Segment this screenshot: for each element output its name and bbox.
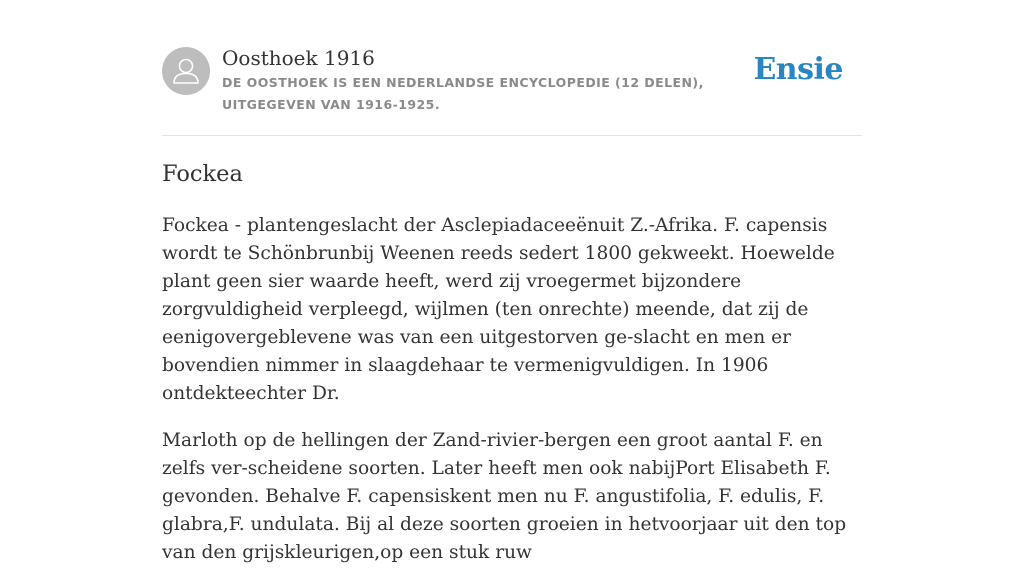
divider (162, 135, 862, 136)
article-paragraph: Marloth op de hellingen der Zand-rivier-bergen een groot aantal F. en zelfs ver-scheidene soorten. Later heeft men ook nabijPort Elisabeth F. gevonden. Behalve F. capensiskent men nu F. angustifolia, F. edulis, F. glabra,F. undulata. Bij al deze soorten groeien in hetvoorjaar uit den top van den grijskleurigen,op een stuk ruw (162, 430, 847, 563)
article-body (162, 212, 862, 586)
article-paragraph: Fockea - plantengeslacht der Asclepiadaceeënuit Z.-Afrika. F. capensis wordt te Schönbrunbij Weenen reeds sedert 1800 gekweekt. Hoewelde plant geen sier waarde heeft, werd zij vroegermet bijzondere zorgvuldigheid verpleegd, wijlmen (ten onrechte) meende, dat zij de eenigovergeblevene was van een uitgestorven ge-slacht en men er bovendien nimmer in slaagdehaar te vermenigvuldigen. In 1906 ontdekteechter Dr. (162, 215, 835, 404)
source-name[interactable]: Oosthoek 1916 (222, 46, 375, 70)
source-description: DE OOSTHOEK IS EEN NEDERLANDSE ENCYCLOPEDIE (12 DELEN), UITGEGEVEN VAN 1916-1925. (222, 75, 704, 112)
article-title: Fockea (162, 161, 243, 187)
source-header (162, 44, 862, 116)
brand-logo[interactable]: Ensie (753, 52, 843, 87)
user-icon (162, 47, 210, 95)
